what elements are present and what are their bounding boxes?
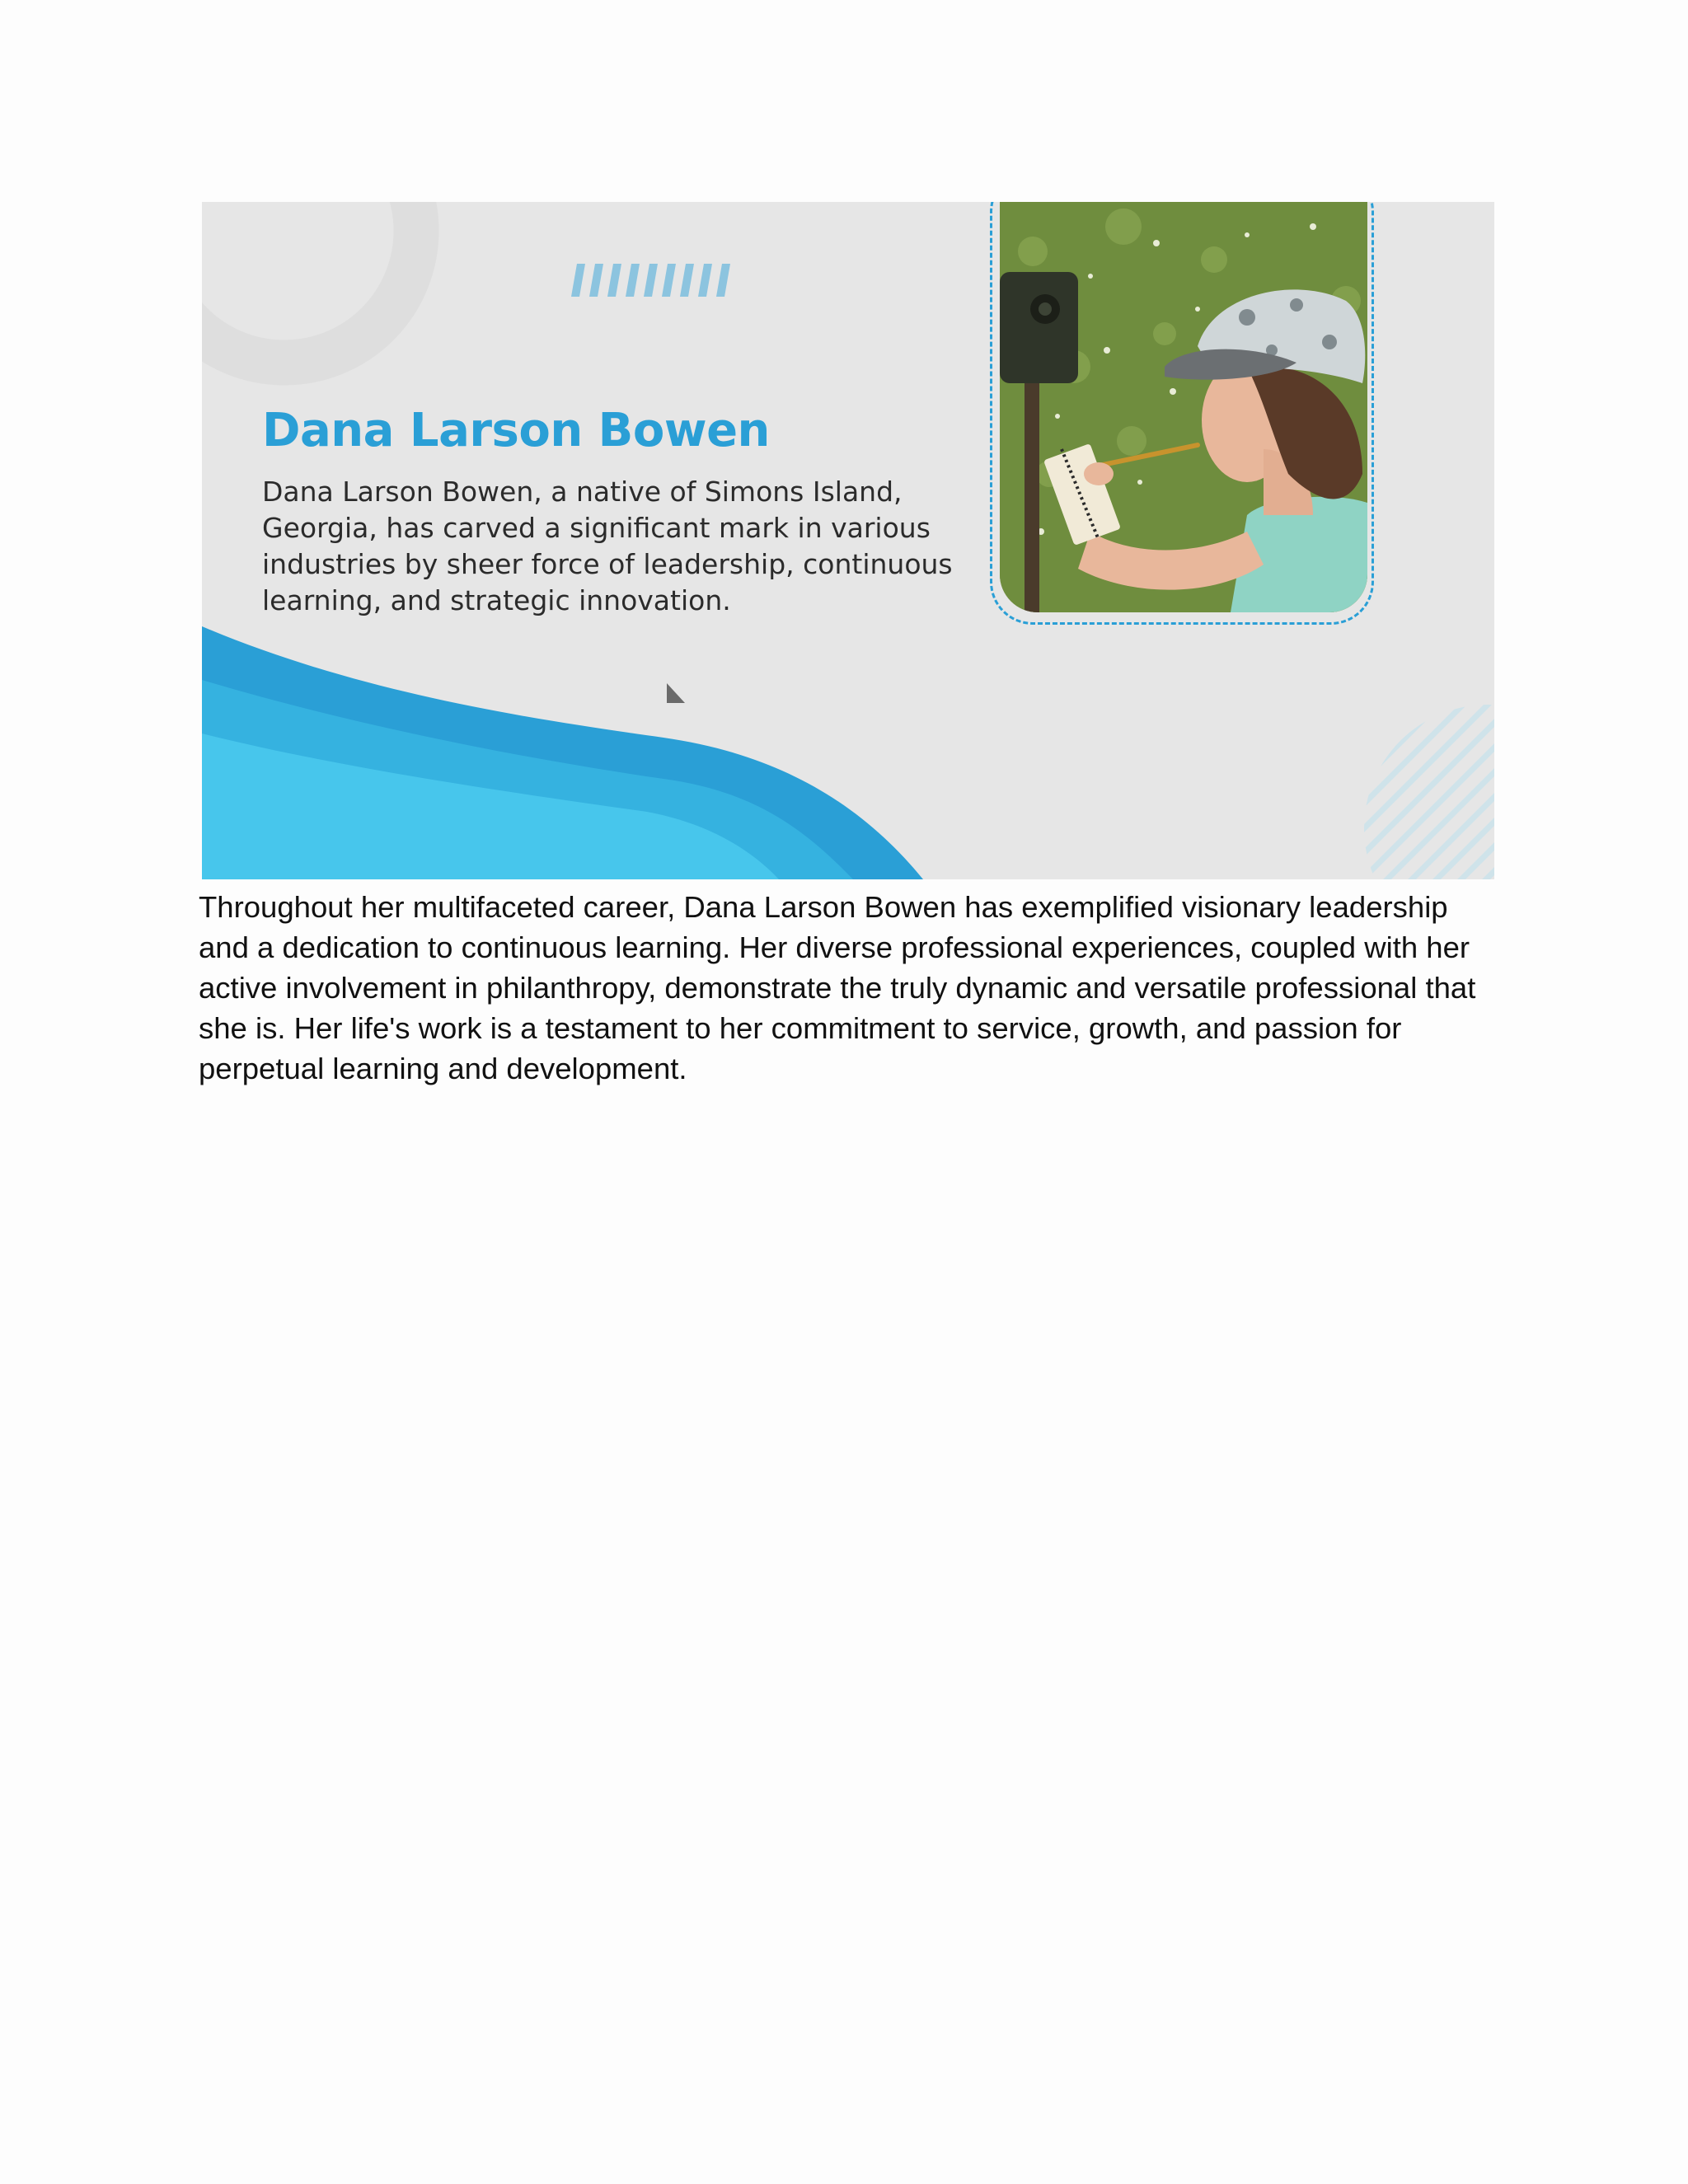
photo-image xyxy=(1000,202,1367,612)
mouse-pointer-icon xyxy=(665,682,687,706)
decor-ring xyxy=(202,202,416,363)
profile-banner xyxy=(202,202,1494,879)
profile-intro: Dana Larson Bowen, a native of Simons Island, Georgia, has carved a significant mark in various industries by sheer force of leadership, continuous learning, and strategic innovation. xyxy=(262,476,953,616)
decor-hatch xyxy=(1290,680,1494,879)
body-paragraph: Throughout her multifaceted career, Dana Larson Bowen has exemplified visionary leadership and a dedication to continuous learning. Her diverse professional experiences, coupled with her active involvement in philanthropy, demonstrate the truly dynamic and versatile professional that she is. Her life's work is a testament to her commitment to service, growth, and passion for perpetual learning and development. xyxy=(199,890,1476,1085)
profile-photo xyxy=(1000,202,1367,612)
profile-name: Dana Larson Bowen xyxy=(262,404,770,457)
decor-stripes xyxy=(571,264,730,297)
